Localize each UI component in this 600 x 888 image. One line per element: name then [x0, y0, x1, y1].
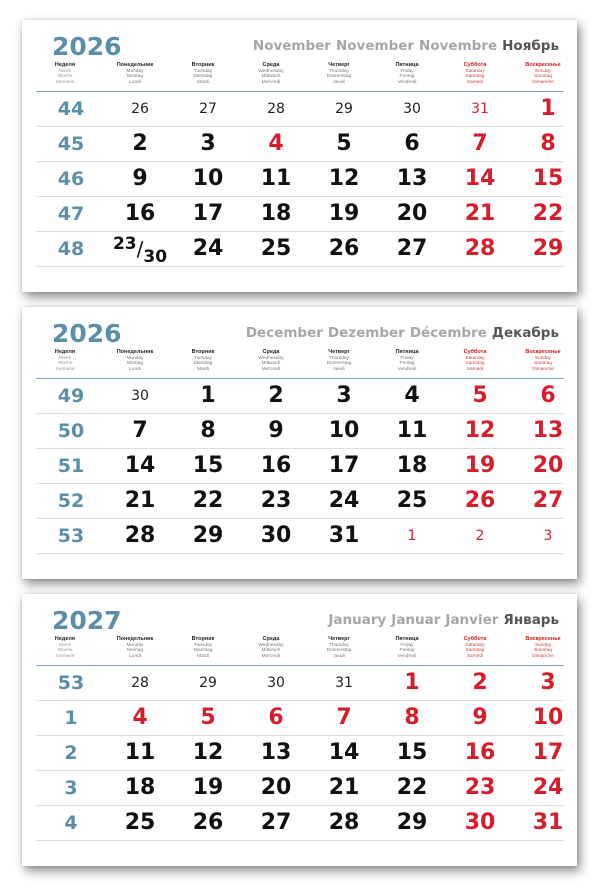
day-cell: 21: [328, 775, 360, 800]
week-number: 51: [57, 455, 85, 477]
day-cell: 16: [464, 740, 496, 765]
weekday-label: Samstag: [465, 74, 485, 80]
month-name: Novembre: [419, 38, 498, 54]
month-name: Декабрь: [491, 325, 559, 341]
weekday-label: Woche: [57, 648, 73, 654]
weekday-label: Sunday: [534, 642, 552, 648]
day-cell: 15: [192, 453, 224, 478]
day-cell: 31: [471, 101, 489, 117]
day-cell: 27: [199, 101, 217, 117]
week-number: 49: [57, 385, 85, 407]
day-cell: 25: [396, 488, 428, 513]
weekday-label: Dienstag: [193, 74, 213, 80]
day-cell: 4: [268, 131, 284, 156]
week-number: 2: [64, 742, 78, 764]
weekday-label: Samedi: [466, 79, 484, 85]
weekday-label: Пятница: [395, 62, 419, 68]
day-cell: 20: [260, 775, 292, 800]
day-cell: 9: [472, 705, 488, 730]
weekday-label: Sonntag: [534, 361, 552, 367]
day-cell: 26: [192, 810, 224, 835]
weekday-label: Semaine: [55, 79, 75, 85]
weekday-label: Vendredi: [397, 653, 417, 659]
weekday-label: Week: [58, 68, 72, 74]
weekday-label: Mardi: [197, 79, 209, 85]
weekday-label: Monday: [126, 68, 144, 74]
week-number: 3: [64, 777, 78, 799]
day-cell: 23: [464, 775, 496, 800]
week-number: 53: [57, 672, 85, 694]
day-cell: 29: [199, 675, 217, 691]
weekday-label: Пятница: [395, 349, 419, 355]
weekday-header-cell: [100, 63, 170, 85]
weekday-label: Суббота: [463, 62, 487, 68]
day-cell: 17: [328, 453, 360, 478]
day-cell: 12: [192, 740, 224, 765]
weekday-label: Semaine: [55, 366, 75, 372]
weekday-label: Woche: [57, 74, 73, 80]
day-cell: 25: [260, 236, 292, 261]
day-cell: 2: [475, 528, 485, 544]
weekday-label: Wednesday: [258, 642, 284, 648]
day-cell: 28: [131, 675, 149, 691]
weekday-label: Thursday: [329, 355, 349, 361]
day-cell: 10: [328, 418, 360, 443]
weekday-header-cell: [304, 637, 374, 659]
day-cell: 24: [328, 488, 360, 513]
week-number: 52: [57, 490, 85, 512]
weekday-label: Mercredi: [261, 366, 281, 372]
day-cell: 19: [192, 775, 224, 800]
day-cell: 28: [328, 810, 360, 835]
day-cell: 27: [260, 810, 292, 835]
day-cell: 10: [192, 166, 224, 191]
weekday-label: Среда: [262, 349, 280, 355]
month-card: [22, 307, 577, 579]
day-cell: 20: [396, 201, 428, 226]
month-card: [22, 594, 577, 866]
weekday-label: Неделя: [54, 349, 76, 355]
year-label: 2027: [52, 606, 122, 635]
week-row: [36, 92, 564, 127]
week-row: [36, 701, 564, 736]
day-cell: 24: [532, 775, 564, 800]
weekday-label: Saturday: [465, 642, 485, 648]
weekday-label: Week: [58, 642, 72, 648]
day-cell: 27: [532, 488, 564, 513]
weekday-label: Dienstag: [193, 648, 213, 654]
day-cell: 13: [396, 166, 428, 191]
weekday-label: Woche: [57, 361, 73, 367]
day-cell: 7: [336, 705, 352, 730]
day-cell: 30: [260, 523, 292, 548]
day-separator: /: [136, 237, 144, 261]
weekday-label: Lundi: [129, 366, 141, 372]
weekday-label: Вторник: [191, 636, 215, 642]
day-cell: 30: [403, 101, 421, 117]
weekday-label: Week: [58, 355, 72, 361]
weekday-label: Dienstag: [193, 361, 213, 367]
day-cell: 6: [404, 131, 420, 156]
day-cell: 26: [328, 236, 360, 261]
day-cell: 31: [335, 675, 353, 691]
day-cell: 16: [260, 453, 292, 478]
month-names: [248, 38, 559, 54]
weekday-label: Jeudi: [333, 366, 345, 372]
weekday-label: Montag: [127, 74, 143, 80]
week-number: 44: [57, 98, 85, 120]
weekday-header-cell: [236, 350, 306, 372]
weekday-label: Mardi: [197, 653, 209, 659]
weekday-header: [22, 350, 577, 376]
day-cell: 28: [464, 236, 496, 261]
weekday-label: Mittwoch: [261, 74, 281, 80]
weekday-label: Mardi: [197, 366, 209, 372]
week-row: [36, 519, 564, 554]
weekday-label: Lundi: [129, 653, 141, 659]
day-cell: 29: [396, 810, 428, 835]
weekday-label: Thursday: [329, 68, 349, 74]
year-label: 2026: [52, 32, 122, 61]
weekday-label: Суббота: [463, 349, 487, 355]
day-cell: 11: [260, 166, 292, 191]
weekday-label: Freitag: [399, 361, 415, 367]
day-cell: 22: [396, 775, 428, 800]
weekday-label: Sunday: [534, 355, 552, 361]
day-cell: [107, 232, 173, 266]
month-names: [241, 325, 559, 341]
weekday-label: Среда: [262, 636, 280, 642]
day-cell: 31: [532, 810, 564, 835]
day-cell: 4: [132, 705, 148, 730]
week-number: 4: [64, 812, 78, 834]
weekday-label: Вторник: [191, 62, 215, 68]
weekday-header-cell: [440, 63, 510, 85]
day-cell: 19: [328, 201, 360, 226]
day-cell: 18: [124, 775, 156, 800]
day-cell: 12: [328, 166, 360, 191]
weekday-header-cell: [440, 350, 510, 372]
weekday-label: Saturday: [465, 355, 485, 361]
day-cell: 2: [132, 131, 148, 156]
weekday-label: Friday: [400, 68, 414, 74]
day-cell: 16: [124, 201, 156, 226]
day-cell: 14: [328, 740, 360, 765]
day-cell: 9: [132, 166, 148, 191]
weekday-label: Tuesday: [193, 642, 213, 648]
weekday-label: Tuesday: [193, 355, 213, 361]
weekday-label: Samstag: [465, 361, 485, 367]
week-row: [36, 197, 564, 232]
day-cell: 20: [532, 453, 564, 478]
day-cell: 31: [328, 523, 360, 548]
weekday-label: Mittwoch: [261, 648, 281, 654]
weekday-label: Понедельник: [116, 636, 154, 642]
weekday-label: Semaine: [55, 653, 75, 659]
day-cell: 2: [472, 670, 488, 695]
month-name: Décembre: [409, 325, 487, 341]
weekday-header-cell: [168, 63, 238, 85]
day-cell: 8: [404, 705, 420, 730]
weekday-header-cell: [372, 350, 442, 372]
day-cell: 29: [335, 101, 353, 117]
day-cell: 8: [540, 131, 556, 156]
year-label: 2026: [52, 319, 122, 348]
weekday-label: Vendredi: [397, 366, 417, 372]
weekday-label: Mercredi: [261, 79, 281, 85]
day-cell: 28: [124, 523, 156, 548]
weekday-label: Воскресенье: [525, 62, 561, 68]
weekday-label: Sonntag: [534, 648, 552, 654]
day-cell: 1: [540, 96, 556, 121]
week-row: [36, 484, 564, 519]
day-cell: 18: [396, 453, 428, 478]
day-number: 30: [143, 247, 168, 267]
weekday-header-cell: [440, 637, 510, 659]
day-cell: 10: [532, 705, 564, 730]
weekday-label: Четверг: [328, 62, 350, 68]
month-card: [22, 20, 577, 292]
day-cell: 30: [131, 388, 149, 404]
day-cell: 18: [260, 201, 292, 226]
day-cell: 3: [200, 131, 216, 156]
weekday-label: Dimanche: [532, 366, 554, 372]
weekday-label: Friday: [400, 642, 414, 648]
weekday-header-cell: [168, 350, 238, 372]
weekday-label: Неделя: [54, 62, 76, 68]
day-cell: 29: [532, 236, 564, 261]
weekday-label: Четверг: [328, 636, 350, 642]
weekday-header: [22, 637, 577, 663]
weekday-label: Вторник: [191, 349, 215, 355]
weekday-label: Суббота: [463, 636, 487, 642]
weekday-label: Dimanche: [532, 79, 554, 85]
weekday-header-cell: [304, 350, 374, 372]
week-number: 48: [57, 238, 85, 260]
weekday-label: Jeudi: [333, 653, 345, 659]
weekday-label: Понедельник: [116, 62, 154, 68]
day-cell: 14: [124, 453, 156, 478]
month-name: November: [252, 38, 331, 54]
weekday-label: Saturday: [465, 68, 485, 74]
week-number: 50: [57, 420, 85, 442]
day-cell: 17: [192, 201, 224, 226]
weekday-label: Неделя: [54, 636, 76, 642]
month-name: January: [328, 612, 387, 628]
week-number: 53: [57, 525, 85, 547]
day-number: 23: [112, 234, 137, 254]
weekday-label: Vendredi: [397, 79, 417, 85]
weekday-label: Donnerstag: [326, 648, 352, 654]
weekday-header-cell: [236, 63, 306, 85]
week-row: [36, 414, 564, 449]
day-cell: 3: [336, 383, 352, 408]
weekday-header-cell: [508, 350, 578, 372]
day-cell: 17: [532, 740, 564, 765]
month-name: December: [245, 325, 323, 341]
weekday-label: Montag: [127, 648, 143, 654]
week-column-header: [30, 350, 100, 372]
day-cell: 5: [336, 131, 352, 156]
week-row: [36, 232, 564, 267]
weekday-label: Monday: [126, 642, 144, 648]
day-cell: 7: [132, 418, 148, 443]
day-cell: 22: [532, 201, 564, 226]
weekday-header-cell: [168, 637, 238, 659]
week-number: 45: [57, 133, 85, 155]
week-column-header: [30, 637, 100, 659]
week-row: [36, 736, 564, 771]
weekday-label: Dimanche: [532, 653, 554, 659]
week-number: 1: [64, 707, 78, 729]
weekday-header-cell: [236, 637, 306, 659]
weekday-label: Friday: [400, 355, 414, 361]
day-cell: 5: [472, 383, 488, 408]
weekday-label: Donnerstag: [326, 74, 352, 80]
day-cell: 3: [540, 670, 556, 695]
weekday-label: Freitag: [399, 648, 415, 654]
day-cell: 8: [200, 418, 216, 443]
weekday-label: Monday: [126, 355, 144, 361]
weekday-header-cell: [372, 63, 442, 85]
day-cell: 14: [464, 166, 496, 191]
week-row: [36, 666, 564, 701]
day-cell: 1: [404, 670, 420, 695]
day-cell: 30: [267, 675, 285, 691]
day-cell: 7: [472, 131, 488, 156]
day-cell: 4: [404, 383, 420, 408]
weekday-label: Montag: [127, 361, 143, 367]
week-number: 46: [57, 168, 85, 190]
day-cell: 12: [464, 418, 496, 443]
day-cell: 25: [124, 810, 156, 835]
day-cell: 3: [543, 528, 553, 544]
weekday-label: Воскресенье: [525, 636, 561, 642]
weekday-header-cell: [508, 63, 578, 85]
weekday-header: [22, 63, 577, 89]
weekday-label: Sunday: [534, 68, 552, 74]
weekday-label: Понедельник: [116, 349, 154, 355]
month-name: Ноябрь: [502, 38, 559, 54]
day-cell: 6: [268, 705, 284, 730]
day-cell: 23: [260, 488, 292, 513]
month-name: Январь: [503, 612, 559, 628]
week-number: 47: [57, 203, 85, 225]
weekday-label: Tuesday: [193, 68, 213, 74]
month-names: [323, 612, 559, 628]
weekday-label: Freitag: [399, 74, 415, 80]
weekday-header-cell: [372, 637, 442, 659]
day-cell: 1: [407, 528, 417, 544]
day-cell: 1: [200, 383, 216, 408]
weekday-label: Mercredi: [261, 653, 281, 659]
week-row: [36, 379, 564, 414]
month-name: Janvier: [445, 612, 499, 628]
weekday-label: Mittwoch: [261, 361, 281, 367]
weekday-label: Среда: [262, 62, 280, 68]
day-cell: 15: [396, 740, 428, 765]
day-cell: 5: [200, 705, 216, 730]
day-cell: 2: [268, 383, 284, 408]
weekday-label: Samedi: [466, 653, 484, 659]
day-cell: 11: [396, 418, 428, 443]
weekday-label: Lundi: [129, 79, 141, 85]
month-name: Januar: [391, 612, 441, 628]
weekday-label: Wednesday: [258, 68, 284, 74]
weekday-label: Thursday: [329, 642, 349, 648]
day-cell: 28: [267, 101, 285, 117]
week-row: [36, 162, 564, 197]
day-cell: 26: [464, 488, 496, 513]
day-cell: 22: [192, 488, 224, 513]
day-cell: 13: [260, 740, 292, 765]
weekday-label: Jeudi: [333, 79, 345, 85]
week-row: [36, 771, 564, 806]
day-cell: 29: [192, 523, 224, 548]
weekday-header-cell: [100, 350, 170, 372]
day-cell: 13: [532, 418, 564, 443]
weekday-label: Четверг: [328, 349, 350, 355]
weekday-label: Воскресенье: [525, 349, 561, 355]
month-name: Dezember: [327, 325, 405, 341]
day-cell: 11: [124, 740, 156, 765]
weekday-header-cell: [508, 637, 578, 659]
day-cell: 27: [396, 236, 428, 261]
week-row: [36, 806, 564, 841]
day-cell: 21: [124, 488, 156, 513]
month-name: November: [335, 38, 415, 54]
week-column-header: [30, 63, 100, 85]
weekday-header-cell: [100, 637, 170, 659]
day-cell: 30: [464, 810, 496, 835]
day-cell: 9: [268, 418, 284, 443]
day-cell: 15: [532, 166, 564, 191]
weekday-label: Пятница: [395, 636, 419, 642]
day-cell: 19: [464, 453, 496, 478]
weekday-label: Wednesday: [258, 355, 284, 361]
day-cell: 24: [192, 236, 224, 261]
day-cell: 26: [131, 101, 149, 117]
day-cell: 21: [464, 201, 496, 226]
weekday-label: Samstag: [465, 648, 485, 654]
weekday-header-cell: [304, 63, 374, 85]
weekday-label: Donnerstag: [326, 361, 352, 367]
weekday-label: Samedi: [466, 366, 484, 372]
weekday-label: Sonntag: [534, 74, 552, 80]
week-row: [36, 127, 564, 162]
day-cell: 6: [540, 383, 556, 408]
week-row: [36, 449, 564, 484]
